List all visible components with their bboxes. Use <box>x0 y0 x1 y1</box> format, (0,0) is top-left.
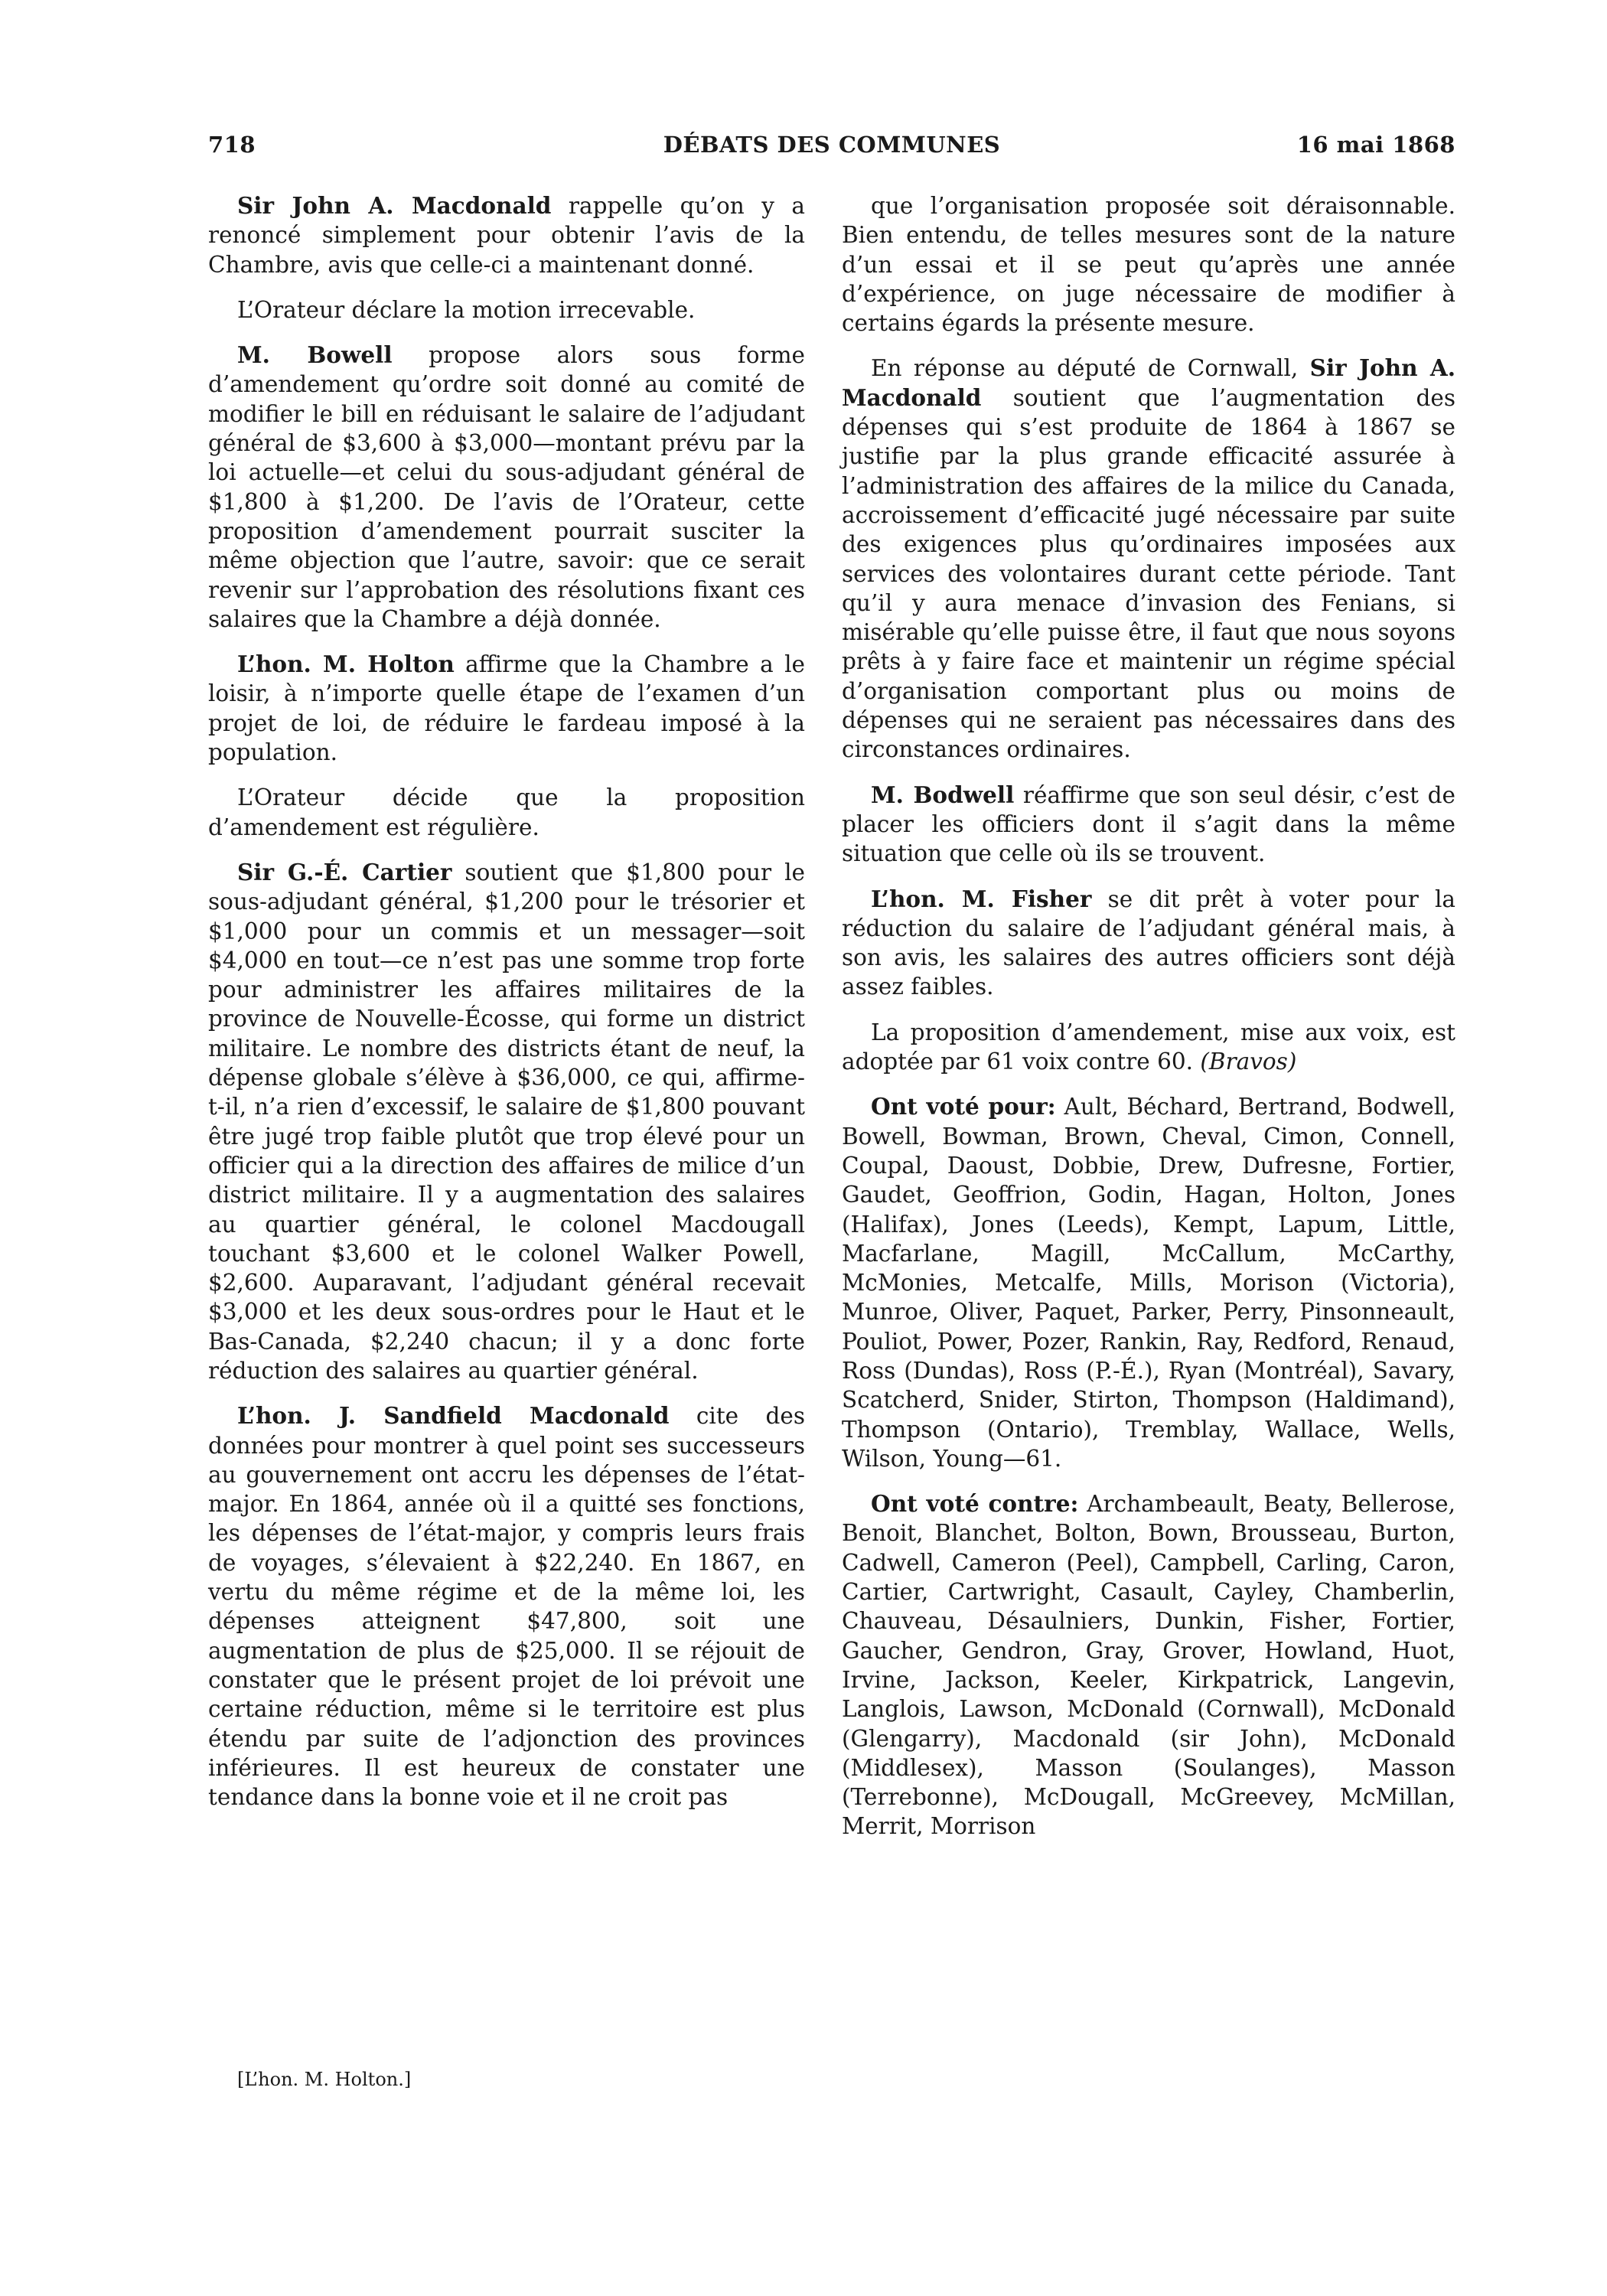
speaker-name: M. Bowell <box>237 341 393 369</box>
paragraph-text: propose alors sous forme d’amendement qu’ordre soit donné au comité de modifier le bill en réduisant le salaire de l’adjudant général de $3,600 à $3,000—montant prévu par la loi actuelle—et celui du sous-adjudant général de $1,800 à $1,200. De l’avis de l’Orateur, cette proposition d’amendement pourrait susciter la même objection que l’autre, savoir: que ce serait revenir sur l’approbation des résolutions fixant ces salaires que la Chambre a déjà donnée. <box>208 342 805 632</box>
speaker-name: L’hon. M. Holton <box>237 651 455 678</box>
page-date: 16 mai 1868 <box>1296 132 1455 158</box>
paragraph <box>842 885 1455 1002</box>
paragraph: L’Orateur décide que la proposition d’amendement est régulière. <box>208 784 805 840</box>
paragraph-text: rappelle qu’on y a renoncé simplement pour obtenir l’avis de la Chambre, avis que celle-ci a maintenant donné. <box>208 193 805 278</box>
vote-label: Ont voté pour: <box>871 1093 1056 1120</box>
left-column <box>208 191 805 1828</box>
vote-for-list <box>842 1092 1455 1473</box>
paragraph <box>208 858 805 1385</box>
speaker-name: Sir John A. Macdonald <box>237 192 552 219</box>
speaker-name: Sir John A. Macdonald <box>842 354 1455 411</box>
vote-names: Ault, Béchard, Bertrand, Bodwell, Bowell, Bowman, Brown, Cheval, Cimon, Connell, Coupal, Daoust, Dobbie, Drew, Dufresne, Fortier, Gaudet, Geoffrion, Godin, Hagan, Holton, Jones (Halifax), Jones (Leeds), Kempt, Lapum, Little, Macfarlane, Magill, McCallum, McCarthy, McMonies, Metcalfe, Mills, Morison (Victoria), Munroe, Oliver, Paquet, Parker, Perry, Pinsonneault, Pouliot, Power, Pozer, Rankin, Ray, Redford, Renaud, Ross (Dundas), Ross (P.-É.), Ryan (Montréal), Savary, Scatcherd, Snider, Stirton, Thompson (Haldimand), Thompson (Ontario), Tremblay, Wallace, Wells, Wilson, Young—61. <box>842 1094 1455 1472</box>
page-footer-note: [L’hon. M. Holton.] <box>237 2069 412 2090</box>
paragraph <box>208 191 805 279</box>
right-column <box>842 191 1455 1857</box>
paragraph <box>842 354 1455 764</box>
applause-note: (Bravos) <box>1200 1049 1297 1075</box>
page-title: DÉBATS DES COMMUNES <box>663 132 1001 158</box>
speaker-name: Sir G.-É. Cartier <box>237 858 452 885</box>
page-number: 718 <box>208 132 256 158</box>
paragraph: que l’organisation proposée soit déraisonnable. Bien entendu, de telles mesures sont de la nature d’un essai et il se peut qu’après une année d’expérience, on juge nécessaire de modifier à certains égards la présente mesure. <box>842 193 1455 337</box>
vote-label: Ont voté contre: <box>871 1490 1079 1518</box>
vote-against-list <box>842 1489 1455 1841</box>
paragraph <box>208 1401 805 1812</box>
paragraph <box>842 781 1455 869</box>
speaker-name: M. Bodwell <box>871 781 1015 808</box>
page-header <box>208 132 1455 162</box>
paragraph <box>842 1018 1455 1077</box>
paragraph: L’Orateur déclare la motion irrecevable. <box>237 296 696 323</box>
paragraph-text: réaffirme que son seul désir, c’est de placer les officiers dont il s’agit dans la même situation que celle où ils se trouvent. <box>842 781 1455 867</box>
paragraph-text: se dit prêt à voter pour la réduction du salaire de l’adjudant général mais, à son avis, les salaires des autres officiers sont déjà assez faibles. <box>842 885 1456 1000</box>
paragraph-text: cite des données pour montrer à quel point ses successeurs au gouvernement ont accru les dépenses de l’état-major. En 1864, année où il a quitté ses fonctions, les dépenses de l’état-major, y compris leurs frais de voyages, s’élevaient à $22,240. En 1867, en vertu du même régime et de la même loi, les dépenses atteignent $47,800, soit une augmentation de plus de $25,000. Il se réjouit de constater que le présent projet de loi prévoit une certaine réduction, même si le territoire est plus étendu par suite de l’adjonction des provinces inférieures. Il est heureux de constater une tendance dans la bonne voie et il ne croit pas <box>208 1403 805 1811</box>
paragraph <box>208 341 805 634</box>
paragraph-text: En réponse au député de Cornwall, <box>871 355 1310 382</box>
speaker-name: L’hon. J. Sandfield Macdonald <box>237 1402 670 1430</box>
paragraph <box>208 650 805 767</box>
paragraph-text: soutient que l’augmentation des dépenses qui s’est produite de 1864 à 1867 se justifie par la plus grande efficacité assurée à l’administration des affaires de la milice du Canada, accroissement d’efficacité jugé nécessaire par suite des exigences plus qu’ordinaires imposées aux services des volontaires durant cette période. Tant qu’il y aura menace d’invasion des Fenians, si misérable qu’elle puisse être, il faut que nous soyons prêts à y faire face et maintenir un régime spécial d’organisation comportant plus ou moins de dépenses qui ne seraient pas nécessaires dans des circonstances ordinaires. <box>842 384 1455 763</box>
paragraph-text: soutient que $1,800 pour le sous-adjudant général, $1,200 pour le trésorier et $1,000 pour un commis et un messager—soit $4,000 en tout—ce n’est pas une somme trop forte pour administrer les affaires militaires de la province de Nouvelle-Écosse, qui forme un district militaire. Le nombre des districts étant de neuf, la dépense globale s’élève à $36,000, ce qui, affirme-t-il, n’a rien d’excessif, le salaire de $1,800 pouvant être jugé trop faible plutôt que trop élevé pour un officier qui a la direction des affaires de milice d’un district militaire. Il y a augmentation des salaires au quartier général, le colonel Macdougall touchant $3,600 et le colonel Walker Powell, $2,600. Auparavant, l’adjudant général recevait $3,000 et les deux sous-ordres pour le Haut et le Bas-Canada, $2,240 chacun; il y a donc forte réduction des salaires au quartier général. <box>208 859 805 1384</box>
speaker-name: L’hon. M. Fisher <box>871 885 1092 912</box>
vote-names: Archambeault, Beaty, Bellerose, Benoit, Blanchet, Bolton, Bown, Brousseau, Burton, Cadwell, Cameron (Peel), Campbell, Carling, Caron, Cartier, Cartwright, Casault, Cayley, Chamberlin, Chauveau, Désaulniers, Dunkin, Fisher, Fortier, Gaucher, Gendron, Gray, Grover, Howland, Huot, Irvine, Jackson, Keeler, Kirkpatrick, Langevin, Langlois, Lawson, McDonald (Cornwall), McDonald (Glengarry), Macdonald (sir John), McDonald (Middlesex), Masson (Soulanges), Masson (Terrebonne), McDougall, McGreevey, McMillan, Merrit, Morrison <box>842 1491 1455 1840</box>
paragraph-text: La proposition d’amendement, mise aux voix, est adoptée par 61 voix contre 60. <box>842 1019 1455 1075</box>
paragraph-text: affirme que la Chambre a le loisir, à n’importe quelle étape de l’examen d’un projet de loi, de réduire le fardeau imposé à la population. <box>208 651 805 766</box>
